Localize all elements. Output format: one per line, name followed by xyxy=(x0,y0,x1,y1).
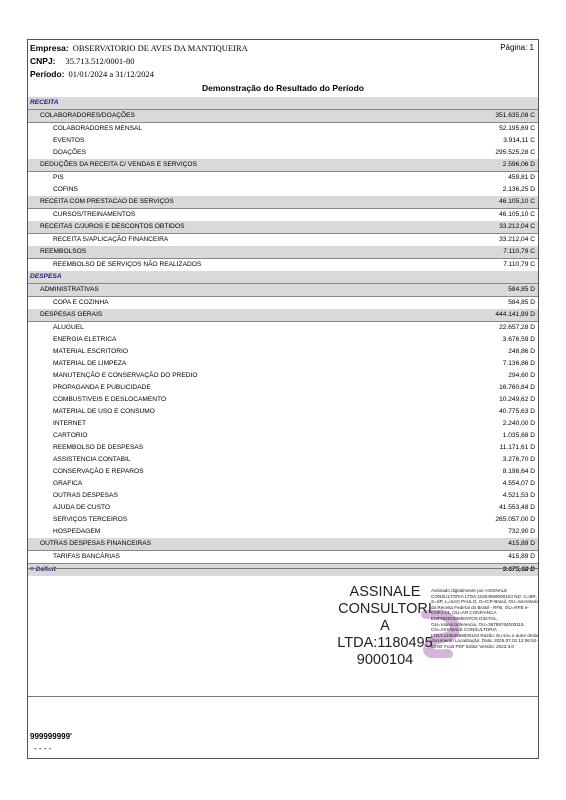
account-row xyxy=(28,172,538,184)
row-value: 584,85 D xyxy=(508,286,535,293)
row-value: 584,85 D xyxy=(508,299,535,306)
row-value: 1.035,68 D xyxy=(502,432,535,439)
row-value: 7.136,86 D xyxy=(502,360,535,367)
statement-table xyxy=(28,97,538,576)
row-value: 2.240,00 D xyxy=(502,420,535,427)
row-label: RECEITAS C/JUROS E DESCONTOS OBTIDOS xyxy=(40,223,185,230)
period-label: Período: xyxy=(30,69,65,79)
account-row xyxy=(28,466,538,478)
row-label: MATERIAL DE USO E CONSUMO xyxy=(53,408,155,415)
row-label: REEMBOLSO DE SERVIÇOS NÃO REALIZADOS xyxy=(53,261,202,268)
row-label: = Déficit xyxy=(30,566,56,573)
section-row xyxy=(28,97,538,110)
total-row xyxy=(28,563,538,576)
row-label: PIS xyxy=(53,174,64,181)
row-label: ALUGUEL xyxy=(53,324,84,331)
group-row xyxy=(28,246,538,259)
row-label: COLABORADORES/DOAÇÕES xyxy=(40,112,135,119)
row-value: 46.105,10 C xyxy=(499,211,535,218)
row-value: 7.110,79 C xyxy=(503,261,535,268)
row-label: TARIFAS BANCÁRIAS xyxy=(53,553,120,560)
row-label: COLABORADORES MENSAL xyxy=(53,125,143,132)
row-label: RECEITA S/APLICAÇÃO FINANCEIRA xyxy=(53,236,169,243)
account-row xyxy=(28,370,538,382)
row-label: EVENTOS xyxy=(53,137,85,144)
row-value: 444.141,89 D xyxy=(495,311,535,318)
row-label: MATERIAL ESCRITORIO xyxy=(53,348,128,355)
row-value: 3.676,59 D xyxy=(502,336,535,343)
account-row xyxy=(28,502,538,514)
row-value: 2.596,06 D xyxy=(502,161,535,168)
row-value: 8.198,64 D xyxy=(502,468,535,475)
row-label: MANUTENÇÃO E CONSERVAÇÃO DO PREDIO xyxy=(53,372,198,379)
account-row xyxy=(28,259,538,271)
row-value: 4.521,53 D xyxy=(502,492,535,499)
row-label: COFINS xyxy=(53,186,78,193)
company-row xyxy=(30,43,248,53)
section-row xyxy=(28,271,538,284)
footer-dashes: - - - - xyxy=(34,744,52,753)
account-row xyxy=(28,123,538,135)
row-label: DESPESA xyxy=(30,273,62,280)
row-label: CONSERVAÇÃO E REPAROS xyxy=(53,468,144,475)
account-row xyxy=(28,551,538,563)
group-row xyxy=(28,196,538,209)
account-row xyxy=(28,514,538,526)
account-row xyxy=(28,297,538,309)
period-value: 01/01/2024 a 31/12/2024 xyxy=(68,69,154,79)
account-row xyxy=(28,234,538,246)
account-row xyxy=(28,454,538,466)
row-value: 52.195,69 C xyxy=(499,125,535,132)
account-row xyxy=(28,442,538,454)
company-label: Empresa: xyxy=(30,43,69,53)
signer-name: ASSINALE CONSULTORI A LTDA:1180495 9000104 xyxy=(337,584,433,668)
row-label: REEMBOLSO DE DESPESAS xyxy=(53,444,144,451)
row-label: MATERIAL DE LIMPEZA xyxy=(53,360,127,367)
account-row xyxy=(28,490,538,502)
account-row xyxy=(28,147,538,159)
account-row xyxy=(28,526,538,538)
account-row xyxy=(28,478,538,490)
row-value: 2.136,25 D xyxy=(502,186,535,193)
account-row xyxy=(28,406,538,418)
row-label: CURSOS/TREINAMENTOS xyxy=(53,211,136,218)
account-row xyxy=(28,322,538,334)
row-label: DOAÇÕES xyxy=(53,149,86,156)
row-value: 16.760,84 D xyxy=(499,384,535,391)
row-value: 3.276,70 D xyxy=(502,456,535,463)
row-value: 248,86 D xyxy=(508,348,535,355)
row-value: 294,60 D xyxy=(508,372,535,379)
group-row xyxy=(28,159,538,172)
account-row xyxy=(28,418,538,430)
report-title: Demonstração do Resultado do Período xyxy=(202,83,364,93)
row-value: 10.249,62 D xyxy=(499,396,535,403)
row-label: AJUDA DE CUSTO xyxy=(53,504,111,511)
account-row xyxy=(28,430,538,442)
signature-details: Assinado digitalmente por ASSINALE CONSULTORIA LTDA:11804959000104 ND: C=BR, S=SP, L=SAO PAULO, O=ICP-Brasil, OU=Secretaria da Receita Federal do Brasil - RFB, OU=RFB e-CNPJ A1, OU=AR CONFIANCA EMPREENDIMENTOS DIGITAL, OU=Videoconferencia, OU=36789764000115, CN=ASSINALE CONSULTORIA LTDA:11804959000104 Razão: Eu sou o autor deste documento Localização: Data: 2025.07.02 12:06:52-03'00' Foxit PDF Editor Versão: 2023.3.0 xyxy=(431,588,539,649)
row-label: PROPAGANDA E PUBLICIDADE xyxy=(53,384,151,391)
row-value: 415,89 D xyxy=(508,540,535,547)
row-value: 295.525,28 C xyxy=(495,149,535,156)
account-row xyxy=(28,358,538,370)
company-name: OBSERVATORIO DE AVES DA MANTIQUEIRA xyxy=(72,43,248,53)
row-label: ASSISTENCIA CONTABIL xyxy=(53,456,131,463)
row-label: OUTRAS DESPESAS xyxy=(53,492,118,499)
row-label: GRAFICA xyxy=(53,480,83,487)
row-value: 9.675,68 D xyxy=(502,566,535,573)
row-value: 415,89 D xyxy=(508,553,535,560)
group-row xyxy=(28,221,538,234)
row-label: RECEITA xyxy=(30,99,59,106)
row-value: 40.775,63 D xyxy=(499,408,535,415)
group-row xyxy=(28,284,538,297)
row-value: 33.212,04 C xyxy=(499,223,535,230)
row-label: DEDUÇÕES DA RECEITA C/ VENDAS E SERVIÇOS xyxy=(40,161,197,168)
row-value: 3.914,11 C xyxy=(503,137,535,144)
row-label: COMBUSTIVEIS E DESLOCAMENTO xyxy=(53,396,167,403)
row-label: REEMBOLSOS xyxy=(40,248,87,255)
group-row xyxy=(28,309,538,322)
row-label: RECEITA COM PRESTACAO DE SERVIÇOS xyxy=(40,198,174,205)
row-label: CARTORIO xyxy=(53,432,88,439)
row-value: 459,81 D xyxy=(508,174,535,181)
page-number: Página: 1 xyxy=(500,43,534,52)
row-value: 11.171,61 D xyxy=(499,444,535,451)
row-label: DESPESAS GERAIS xyxy=(40,311,103,318)
row-label: OUTRAS DESPESAS FINANCEIRAS xyxy=(40,540,152,547)
report-page xyxy=(27,39,539,759)
account-row xyxy=(28,394,538,406)
row-value: 41.553,48 D xyxy=(499,504,535,511)
period-row xyxy=(30,69,154,79)
row-label: HOSPEDAGEM xyxy=(53,528,101,535)
row-label: INTERNET xyxy=(53,420,86,427)
row-label: SERVIÇOS TERCEIROS xyxy=(53,516,128,523)
account-row xyxy=(28,382,538,394)
row-value: 46.105,10 C xyxy=(499,198,535,205)
row-value: 265.057,00 D xyxy=(495,516,535,523)
cnpj-label: CNPJ: xyxy=(30,56,56,66)
footer-code: 999999999' xyxy=(30,732,72,741)
signature-divider xyxy=(28,568,538,569)
row-value: 351.635,08 C xyxy=(495,112,535,119)
row-label: COPA E COZINHA xyxy=(53,299,109,306)
account-row xyxy=(28,135,538,147)
cnpj-row xyxy=(30,56,134,66)
account-row xyxy=(28,334,538,346)
account-row xyxy=(28,184,538,196)
row-label: ENERGIA ELETRICA xyxy=(53,336,117,343)
row-value: 4.554,07 D xyxy=(502,480,535,487)
group-row xyxy=(28,110,538,123)
footer-divider xyxy=(28,696,538,697)
row-value: 732,90 D xyxy=(508,528,535,535)
cnpj-value: 35.713.512/0001-80 xyxy=(65,56,135,66)
row-value: 33.212,04 C xyxy=(499,236,535,243)
row-value: 22.657,28 D xyxy=(499,324,535,331)
group-row xyxy=(28,538,538,551)
row-label: ADMINISTRATIVAS xyxy=(40,286,99,293)
account-row xyxy=(28,209,538,221)
account-row xyxy=(28,346,538,358)
row-value: 7.110,79 C xyxy=(503,248,535,255)
